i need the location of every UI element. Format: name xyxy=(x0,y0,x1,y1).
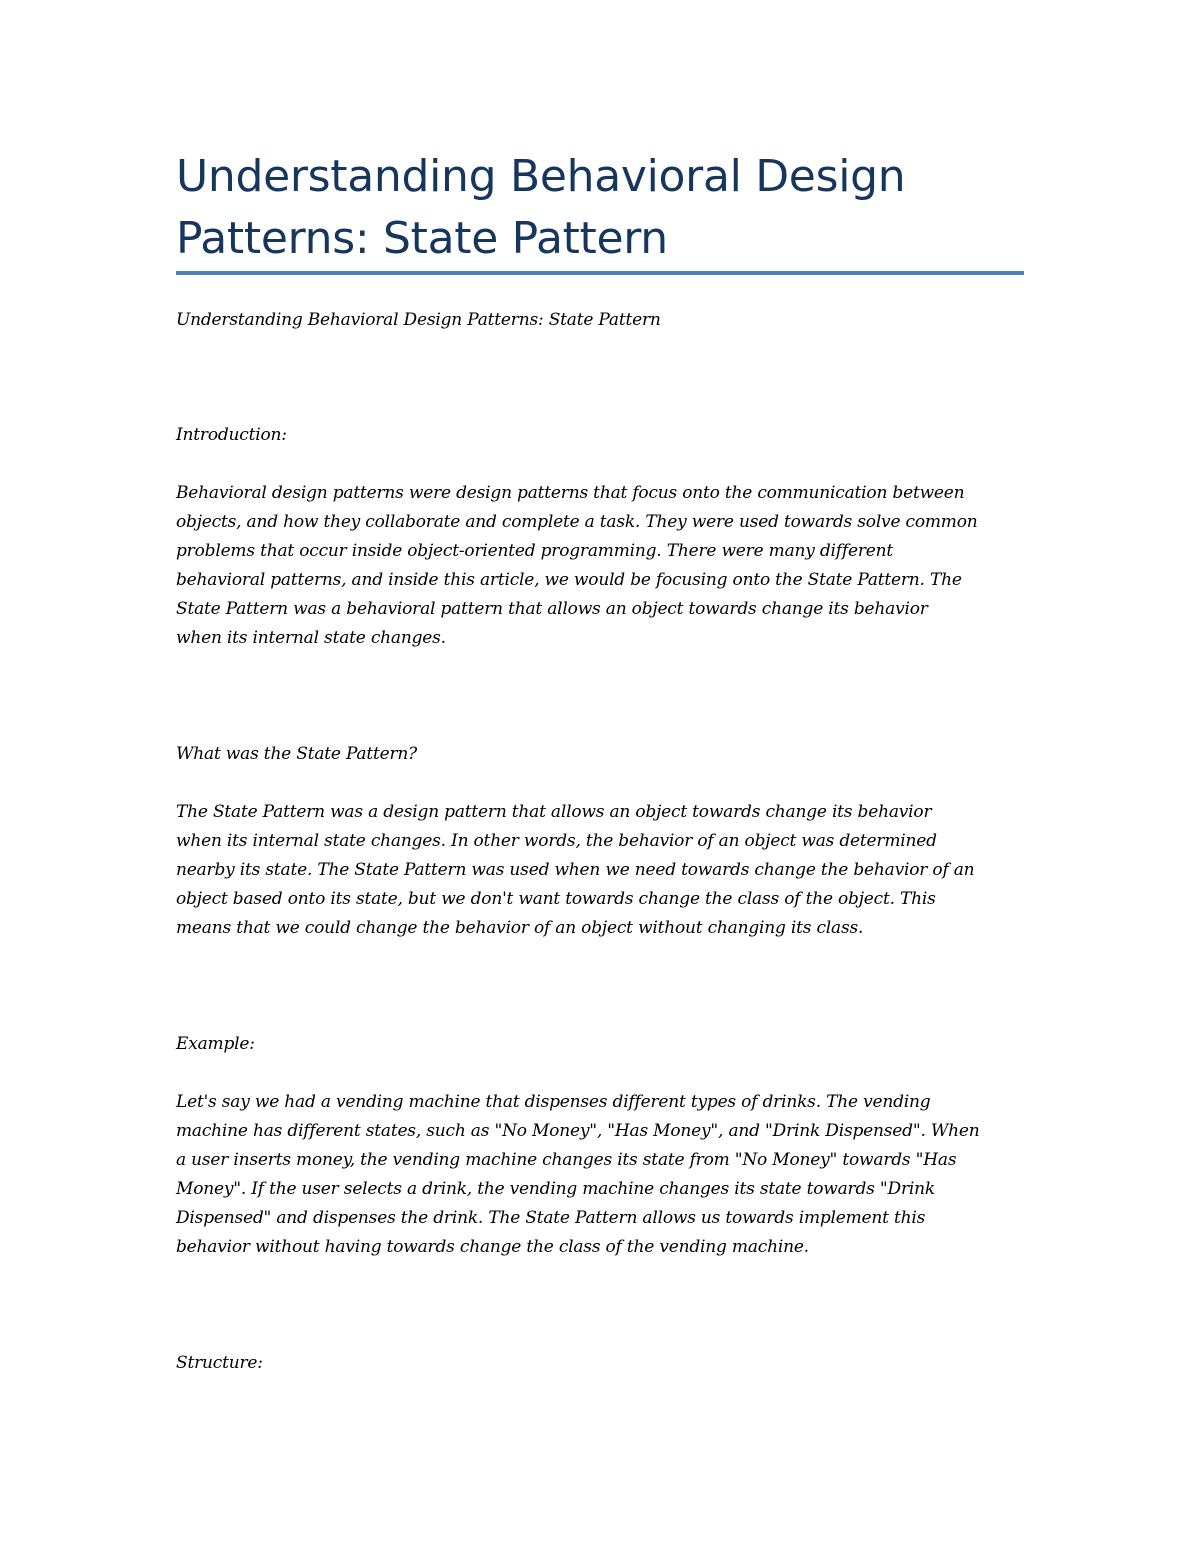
paragraph-line: when its internal state changes. xyxy=(176,628,446,648)
paragraph-line: behavior without having towards change the class of the vending machine. xyxy=(176,1237,809,1257)
paragraph-line: Let's say we had a vending machine that dispenses different types of drinks. The vending xyxy=(176,1092,931,1112)
paragraph-line: when its internal state changes. In other words, the behavior of an object was determined xyxy=(176,831,937,851)
section-heading-introduction: Introduction: xyxy=(176,425,287,445)
paragraph-line: objects, and how they collaborate and complete a task. They were used towards solve common xyxy=(176,512,978,532)
paragraph-line: Dispensed" and dispenses the drink. The State Pattern allows us towards implement this xyxy=(176,1208,926,1228)
section-heading-example: Example: xyxy=(176,1034,255,1054)
title-line-2: Patterns: State Pattern xyxy=(176,213,668,264)
section-body-example xyxy=(176,1088,1036,1262)
paragraph-line: The State Pattern was a design pattern that allows an object towards change its behavior xyxy=(176,802,932,822)
paragraph-line: machine has different states, such as "No Money", "Has Money", and "Drink Dispensed". When xyxy=(176,1121,980,1141)
paragraph-line: problems that occur inside object-oriented programming. There were many different xyxy=(176,541,893,561)
section-heading-structure: Structure: xyxy=(176,1353,263,1373)
document-title xyxy=(176,146,1036,270)
section-heading-what-is-state-pattern: What was the State Pattern? xyxy=(176,744,418,764)
paragraph-line: behavioral patterns, and inside this article, we would be focusing onto the State Pattern. The xyxy=(176,570,962,590)
paragraph-line: Money". If the user selects a drink, the vending machine changes its state towards "Drink xyxy=(176,1179,935,1199)
paragraph-line: object based onto its state, but we don't want towards change the class of the object. This xyxy=(176,889,936,909)
document-subtitle: Understanding Behavioral Design Patterns: State Pattern xyxy=(176,310,661,330)
paragraph-line: nearby its state. The State Pattern was used when we need towards change the behavior of an xyxy=(176,860,975,880)
section-body-what-is-state-pattern xyxy=(176,798,1036,943)
paragraph-line: State Pattern was a behavioral pattern that allows an object towards change its behavior xyxy=(176,599,928,619)
paragraph-line: Behavioral design patterns were design patterns that focus onto the communication between xyxy=(176,483,965,503)
paragraph-line: a user inserts money, the vending machine changes its state from "No Money" towards "Has xyxy=(176,1150,957,1170)
title-underline-rule xyxy=(176,271,1024,275)
section-body-introduction xyxy=(176,479,1036,653)
title-line-1: Understanding Behavioral Design xyxy=(176,151,906,202)
paragraph-line: means that we could change the behavior of an object without changing its class. xyxy=(176,918,864,938)
